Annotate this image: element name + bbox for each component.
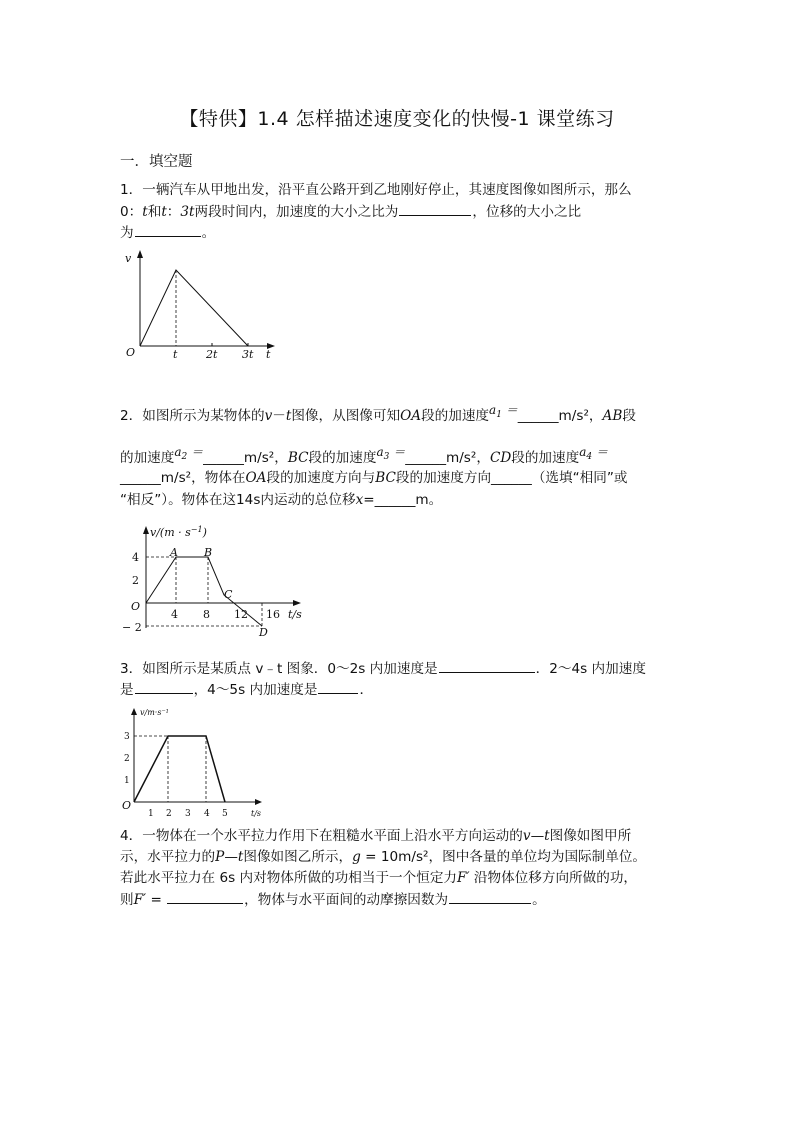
q1-velocity-line [140, 270, 248, 346]
q2-x-arrow [293, 600, 301, 606]
page-title: 【特供】1.4 怎样描述速度变化的快慢-1 课堂练习 [179, 108, 615, 130]
q2-blank-a1[interactable]: ______m/s²， [517, 408, 603, 424]
q2-a1-symbol: $a_1$ ＝ [489, 403, 518, 420]
q2-blank-a2[interactable]: ______m/s²， [203, 450, 288, 466]
q4-line-3: 若此水平拉力在 6s 内对物体所做的功相当于一个恒定力F′ 沿物体位移方向所做的功， [120, 870, 638, 886]
q2-blank-displacement[interactable]: =______m。 [363, 492, 443, 508]
q2-line-1: 2．如图所示为某物体的v－t图像，从图像可知OA段的加速度$a_1$ ＝______m/s²，AB段 [120, 403, 636, 424]
q1-label-2t: 2t [206, 348, 218, 361]
q2-tick-x8: 8 [203, 608, 210, 621]
q2-a3-symbol: $a_3$ ＝ [376, 445, 406, 462]
q3-tick-x3: 3 [185, 809, 191, 819]
q2-a2-symbol: $a_2$ ＝ [174, 445, 204, 462]
q2-x-label: t/s [288, 608, 302, 621]
q2-tick-x16: 16 [266, 608, 280, 621]
q4-line-1: 4．一物体在一个水平拉力作用下在粗糙水平面上沿水平方向运动的v—t图像如图甲所 [120, 828, 632, 844]
q2-origin: O [131, 600, 141, 613]
q3-tick-x2: 2 [166, 809, 172, 819]
q3-line-2: 是 ，4～5s 内加速度是 ． [120, 679, 680, 702]
q4-blank-force[interactable] [167, 889, 243, 904]
q2-blank-direction[interactable]: 段的加速度方向______（选填“相同”或 [395, 470, 628, 486]
q3-tick-x4: 4 [204, 809, 210, 819]
q3-blank-accel-2-4[interactable] [135, 679, 193, 694]
q2-y-arrow [143, 526, 149, 534]
q2-tick-x12: 12 [234, 608, 248, 621]
q3-blank-accel-4-5[interactable] [318, 679, 358, 694]
q1-y-arrow [137, 250, 143, 258]
q3-tick-x5: 5 [222, 809, 228, 819]
q3-x-label: t/s [251, 809, 262, 818]
q3-tick-x1: 1 [148, 809, 154, 819]
q1-label-t: t [173, 348, 178, 361]
q3-y-label: v/m·s⁻¹ [140, 708, 169, 717]
q3-tick-y2: 2 [124, 754, 130, 764]
q2-point-B: B [204, 546, 213, 559]
q1-label-3t: 3t [242, 348, 254, 361]
q2-line-4: “相反”）。物体在这14s内运动的总位移x=______m。 [120, 492, 443, 508]
q1-label-origin: O [126, 346, 136, 359]
q3-x-arrow [255, 799, 262, 805]
q1-line-2: 0：t和t：3t两段时间内，加速度的大小之比为 ，位移的大小之比 [120, 201, 680, 224]
q4-blank-friction[interactable] [449, 889, 531, 904]
q1-vt-graph [118, 250, 288, 362]
q2-tick-yn2: − 2 [122, 621, 142, 634]
q1-line-3: 为 。 [120, 222, 680, 245]
q2-tick-x4: 4 [171, 608, 178, 621]
q2-a4-symbol: $a_4$ ＝ [579, 445, 608, 462]
q2-point-D: D [259, 626, 268, 639]
q2-point-A: A [170, 546, 178, 559]
q1-blank-accel-ratio[interactable] [399, 201, 471, 216]
q2-tick-y2: 2 [132, 574, 139, 587]
q3-y-arrow [131, 708, 137, 715]
section-heading: 一．填空题 [120, 154, 193, 170]
q1-line-1: 1．一辆汽车从甲地出发，沿平直公路开到乙地刚好停止，其速度图像如图所示，那么 [120, 182, 632, 198]
q2-line-2: 的加速度$a_2$ ＝______m/s²，BC段的加速度$a_3$ ＝______m/s²，CD段的加速度$a_4$ ＝ [120, 445, 608, 466]
q2-line-3: ______m/s²，物体在OA段的加速度方向与BC段的加速度方向______（选填“相同”或 [120, 470, 628, 486]
q3-velocity-line [134, 736, 225, 802]
q1-blank-disp-ratio[interactable] [135, 222, 201, 237]
q3-blank-accel-0-2[interactable] [439, 658, 535, 673]
q4-line-4: 则F′ = ，物体与水平面间的动摩擦因数为 。 [120, 889, 680, 912]
q3-tick-y1: 1 [124, 776, 130, 786]
q3-vt-graph [118, 704, 268, 822]
q4-line-2: 示，水平拉力的P—t图像如图乙所示，g = 10m/s²，图中各量的单位均为国际制单位。 [120, 849, 647, 865]
q2-y-label: $v/(m \cdot s^{-1})$ [150, 525, 207, 539]
q3-origin: O [122, 799, 132, 812]
q2-blank-a3[interactable]: ______m/s²， [405, 450, 490, 466]
q1-label-t-axis: t [266, 348, 271, 361]
q2-blank-a4[interactable]: ______m/s²，物体在 [120, 470, 246, 486]
q2-tick-y4: 4 [132, 551, 139, 564]
q3-line-1: 3．如图所示是某质点 v﹣t 图象．0～2s 内加速度是 ．2～4s 内加速度 [120, 658, 680, 681]
q2-point-C: C [224, 588, 233, 601]
q2-vt-graph [120, 520, 320, 640]
q1-label-v: v [125, 252, 132, 265]
q3-tick-y3: 3 [124, 732, 130, 742]
